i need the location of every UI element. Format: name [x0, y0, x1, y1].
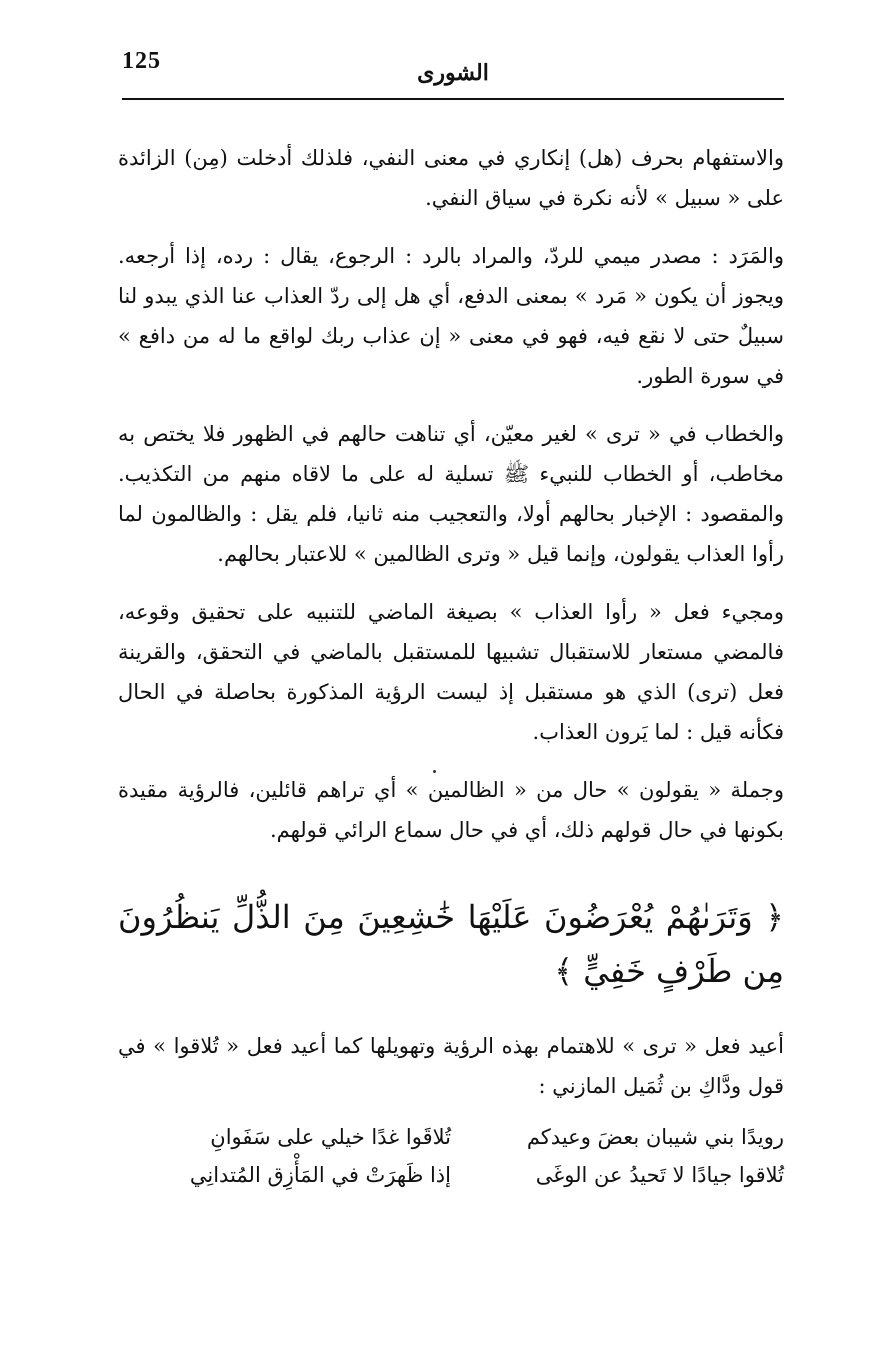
poem-hemistich-second: تُلاقَوا غدًا خيلي على سَفَوانِ [210, 1125, 451, 1149]
poem [118, 1118, 784, 1194]
paragraph: أعيد فعل « ترى » للاهتمام بهذه الرؤية وتهويلها كما أعيد فعل « تُلاقوا » في قول ودَّاكِ بن ثُمَيل المازني : [118, 1034, 784, 1098]
poem-line [118, 1118, 784, 1156]
paragraph: والمَرَد : مصدر ميمي للردّ، والمراد بالرد : الرجوع، يقال : رده، إذا أرجعه. ويجوز أن يكون « مَرد » بمعنى الدفع، أي هل إلى ردّ العذاب عنا الذي يبدو لنا سبيلٌ حتى لا نقع فيه، فهو في معنى « إن عذاب ربك لواقع ما له من دافع » في سورة الطور. [118, 244, 784, 388]
poem-hemistich-second: إذا ظَهرَتْ في المَأْزِق المُتدانِي [189, 1163, 451, 1187]
page-header [122, 40, 784, 100]
paragraph: والاستفهام بحرف (هل) إنكاري في معنى النفي، فلذلك أدخلت (مِن) الزائدة على « سبيل » لأنه نكرة في سياق النفي. [118, 146, 784, 210]
quran-verse: ﴿ وَتَرَىٰهُمْ يُعْرَضُونَ عَلَيْهَا خَٰشِعِينَ مِنَ الذُّلِّ يَنظُرُونَ مِن طَرْفٍ خَفِيٍّ ﴾ [118, 898, 784, 990]
poem-hemistich-first: تُلاقوا جيادًا لا تَحيدُ عن الوغَى [535, 1163, 784, 1187]
running-title: الشورى [417, 60, 489, 86]
page-number: 125 [122, 48, 161, 74]
print-speck [433, 770, 436, 773]
paragraph: والخطاب في « ترى » لغير معيّن، أي تناهت حالهم في الظهور فلا يختص به مخاطب، أو الخطاب للنبيء ﷺ تسلية له على ما لاقاه منهم من التكذيب. والمقصود : الإخبار بحالهم أولا، والتعجيب منه ثانيا، فلم يقل : والظالمون لما رأوا العذاب يقولون، وإنما قيل « وترى الظالمين » للاعتبار بحالهم. [118, 422, 784, 566]
poem-line [118, 1156, 784, 1194]
paragraph: وجملة « يقولون » حال من « الظالمين » أي تراهم قائلين، فالرؤية مقيدة بكونها في حال قولهم ذلك، أي في حال سماع الرائي قولهم. [118, 778, 784, 842]
paragraph: ومجيء فعل « رأوا العذاب » بصيغة الماضي للتنبيه على تحقيق وقوعه، فالمضي مستعار للاستقبال تشبيها للمستقبل بالماضي في التحقق، والقرينة فعل (ترى) الذي هو مستقبل إذ ليست الرؤية المذكورة بحاصلة في الحال فكأنه قيل : لما يَرون العذاب. [118, 600, 785, 744]
body-text [118, 138, 784, 1194]
poem-hemistich-first: رويدًا بني شيبان بعضَ وعيدكم [526, 1125, 784, 1149]
